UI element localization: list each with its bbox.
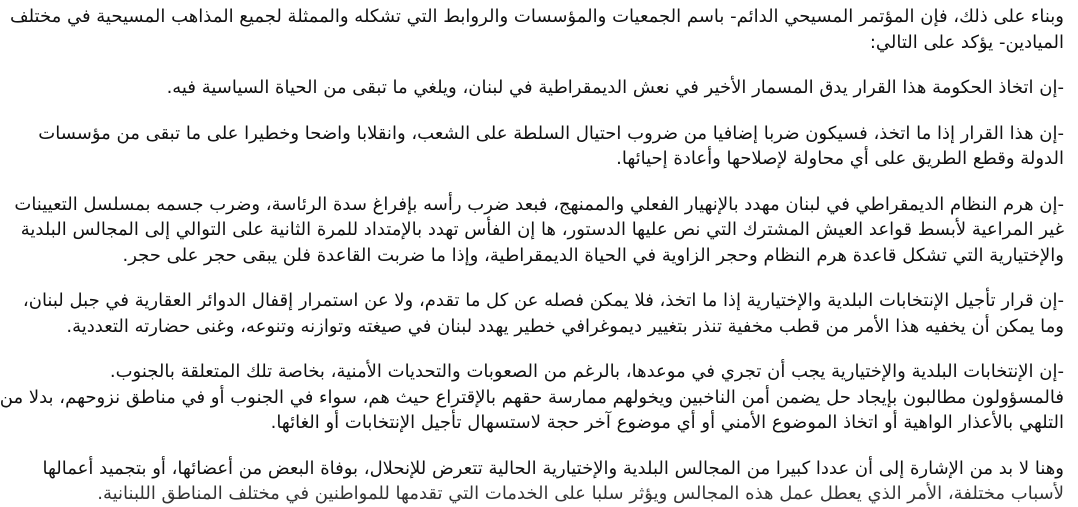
text-line: وبناء على ذلك، فإن المؤتمر المسيحي الدائم- باسم الجمعيات والمؤسسات والروابط التي تشكله والممثلة لجميع المذاهب المسيحية في مختلف xyxy=(9,6,1064,27)
text-line: -إن قرار تأجيل الإنتخابات البلدية والإختيارية إذا ما اتخذ، فلا يمكن فصله عن كل ما تقدم، ولا عن استمرار إقفال الدوائر العقارية في جبل لبنان، xyxy=(22,290,1064,311)
text-line: -إن هذا القرار إذا ما اتخذ، فسيكون ضربا إضافيا من ضروب احتيال السلطة على الشعب، وانقلابا واضحا وخطيرا على ما تبقى من مؤسسات xyxy=(38,122,1064,144)
text-line: التلهي بالأعذار الواهية أو اتخاذ الموضوع الأمني أو أي موضوع آخر حجة لاستسهال تأجيل الإنتخابات أو الغائها. xyxy=(270,412,1064,433)
text-line: وهنا لا بد من الإشارة إلى أن عددا كبيرا من المجالس البلدية والإختيارية الحالية تتعرض للإنحلال، بوفاة البعض من أعضائها، أو بتجميد أعمالها xyxy=(42,457,1064,479)
text-line: -إن الإنتخابات البلدية والإختيارية يجب أن تجري في موعدها، بالرغم من الصعوبات والتحديات الأمنية، بخاصة تلك المتعلقة بالجنوب. xyxy=(109,361,1064,382)
paragraph-point-4 xyxy=(22,288,1064,339)
text-line: غير المراعية لأبسط قواعد العيش المشترك التي نص عليها الدستور، ها إن الفأس تهدد بالإمتداد للمرة الثانية على التوالي إلى المجالس البلدية xyxy=(20,219,1064,240)
paragraph-point-5 xyxy=(0,359,1064,436)
text-line: الدولة وقطع الطريق على أي محاولة لإصلاحها وأعادة إحيائها. xyxy=(616,148,1064,169)
text-line: لأسباب مختلفة، الأمر الذي يعطل عمل هذه المجالس ويؤثر سلبا على الخدمات التي تقدمها للمواطنين في مختلف المناطق اللبنانية. xyxy=(97,483,1064,504)
paragraph-note xyxy=(32,456,1064,507)
text-line: -إن هرم النظام الديمقراطي في لبنان مهدد بالإنهيار الفعلي والممنهج، فبعد ضرب رأسه بإفراغ سدة الرئاسة، وضرب جسمه بمسلسل التعيينات xyxy=(14,193,1064,215)
paragraph-point-3 xyxy=(14,192,1064,269)
text-line: وما يمكن أن يخفيه هذا الأمر من قطب مخفية تنذر بتغيير ديموغرافي خطير يهدد لبنان في صيغته وتوازنه وتنوعه، وغنى حضارته التعددية. xyxy=(66,315,1064,337)
statement-body xyxy=(0,4,1064,507)
paragraph-point-1 xyxy=(32,75,1064,101)
text-line: والإختيارية التي تشكل قاعدة هرم النظام وحجر الزاوية في الحياة الديمقراطية، وإذا ما ضربت القاعدة فلن يبقى حجر على حجر. xyxy=(122,244,1064,266)
text-line: الميادين- يؤكد على التالي: xyxy=(869,31,1064,53)
paragraph-intro xyxy=(9,4,1064,55)
text-line: -إن اتخاذ الحكومة هذا القرار يدق المسمار الأخير في نعش الديمقراطية في لبنان، ويلغي ما تبقى من الحياة السياسية فيه. xyxy=(166,77,1064,98)
text-line: فالمسؤولون مطالبون بإيجاد حل يضمن أمن الناخبين ويخولهم ممارسة حقهم بالإقتراع حيث هم، سواء في الجنوب أو في مناطق نزوحهم، بدلا من xyxy=(0,386,1064,408)
paragraph-point-2 xyxy=(32,121,1064,172)
